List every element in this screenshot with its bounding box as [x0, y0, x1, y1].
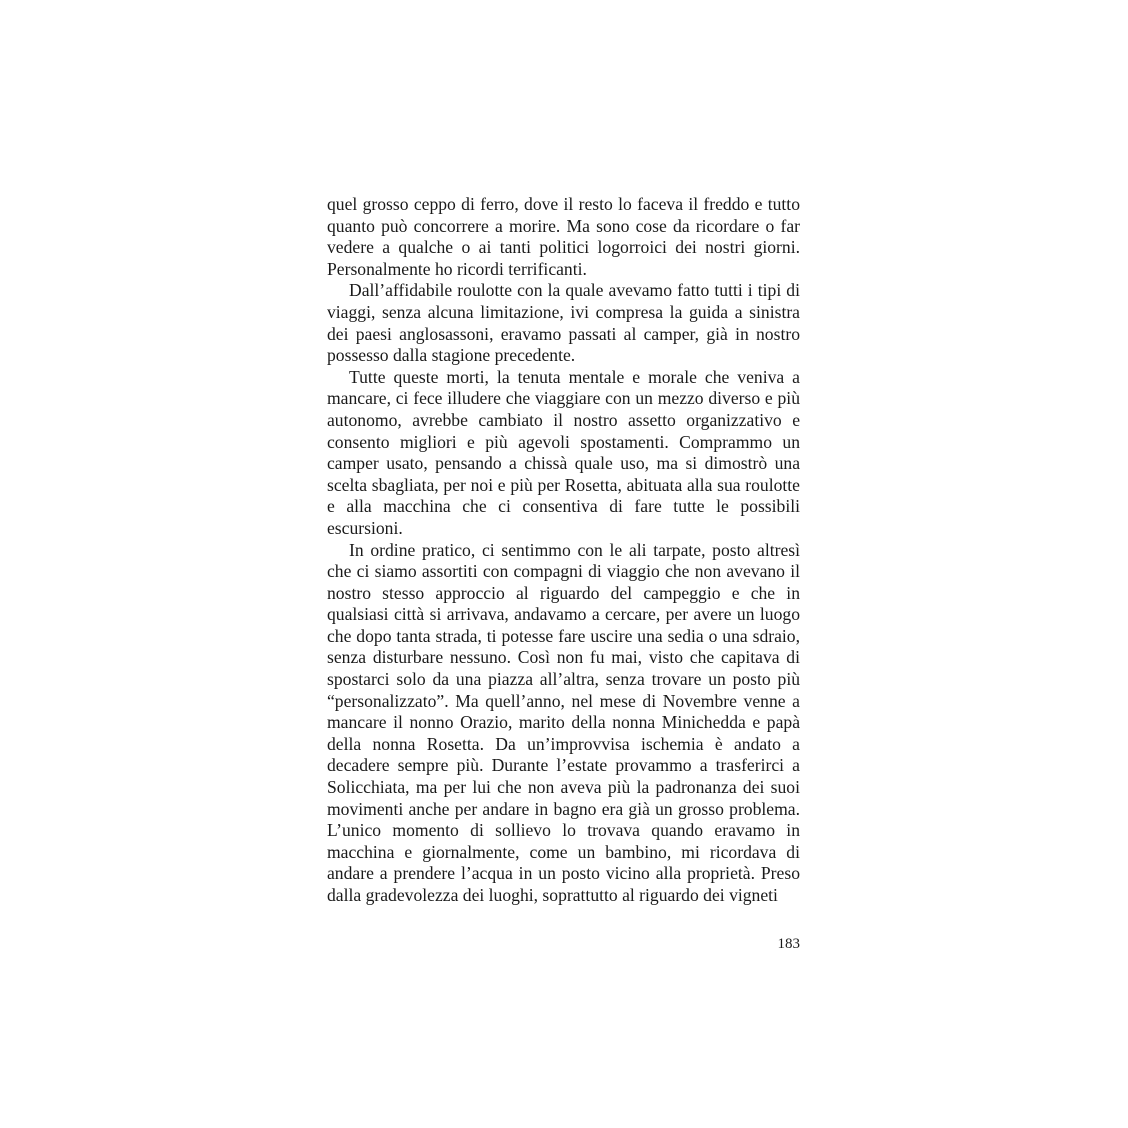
paragraph-continuation: quel grosso ceppo di ferro, dove il resto lo faceva il freddo e tutto quanto può concorrere a morire. Ma sono cose da ricordare o far vedere a qualche o ai tanti politici logorroici dei nostri giorni. Personalmente ho ricordi terrificanti.	[327, 194, 800, 279]
paragraph-nonno-orazio: In ordine pratico, ci sentimmo con le ali tarpate, posto altresì che ci siamo assortiti con compagni di viaggio che non avevano il nostro stesso approccio al riguardo del campeggio e che in qualsiasi città si arrivava, andavamo a cercare, per avere un luogo che dopo tanta strada, ti potesse fare uscire una sedia o una sdraio, senza disturbare nessuno. Così non fu mai, visto che capitava di spostarci solo da una piazza all’altra, senza trovare un posto più “personalizzato”. Ma quell’anno, nel mese di Novembre venne a mancare il nonno Orazio, marito della nonna Minichedda e papà della nonna Rosetta. Da un’improvvisa ischemia è andato a decadere sempre più. Durante l’estate provammo a trasferirci a Solicchiata, ma per lui che non aveva più la padronanza dei suoi movimenti anche per andare in bagno era già un grosso problema. L’unico momento di sollievo lo trovava quando eravamo in macchina e giornalmente, come un bambino, mi ricordava di andare a prendere l’acqua in un posto vicino alla proprietà. Preso dalla gradevolezza dei luoghi, soprattutto al riguardo dei vigneti	[327, 539, 800, 905]
page-number: 183	[777, 936, 800, 952]
paragraph-roulotte: Dall’affidabile roulotte con la quale avevamo fatto tutti i tipi di viaggi, senza alcuna limitazione, ivi compresa la guida a sinistra dei paesi anglosassoni, eravamo passati al camper, già in nostro possesso dalla stagione precedente.	[327, 280, 800, 366]
paragraph-camper: Tutte queste morti, la tenuta mentale e morale che veniva a mancare, ci fece illudere che viaggiare con un mezzo diverso e più autonomo, avrebbe cambiato il nostro assetto organizzativo e consento migliori e più agevoli spostamenti. Comprammo un camper usato, pensando a chissà quale uso, ma si dimostrò una scelta sbagliata, per noi e più per Rosetta, abituata alla sua roulotte e alla macchina che ci consentiva di fare tutte le possibili escursioni.	[327, 366, 800, 538]
body-text	[327, 194, 800, 907]
